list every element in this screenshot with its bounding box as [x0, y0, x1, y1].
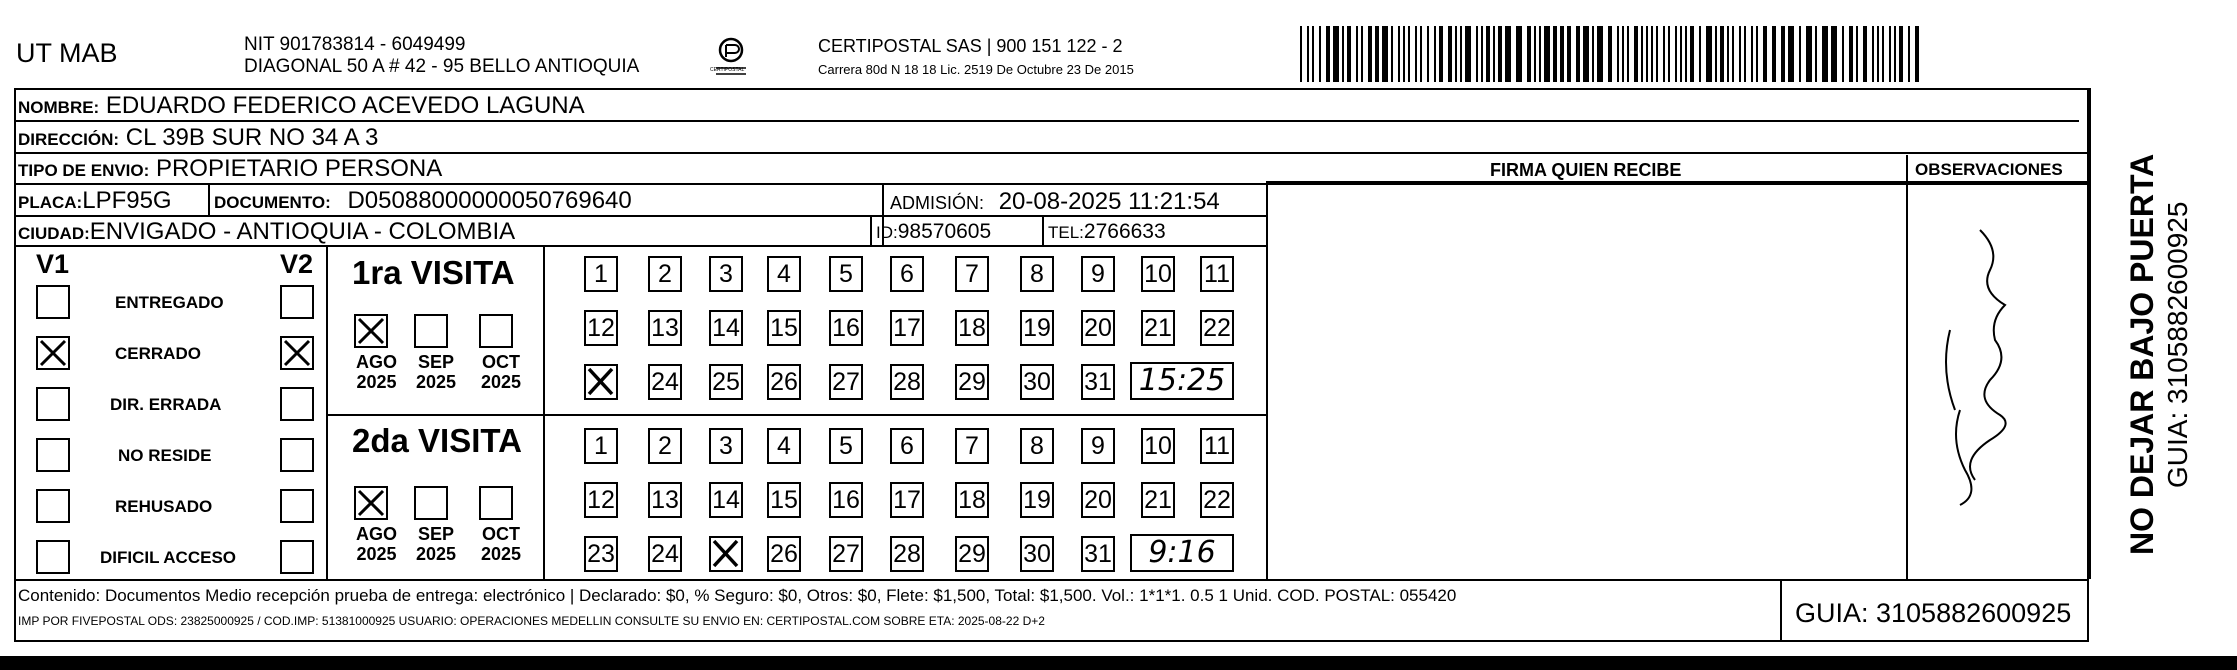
tel-cell	[1048, 220, 1166, 244]
day-box[interactable]: 15	[767, 482, 801, 518]
status-v1-checkbox[interactable]	[36, 540, 70, 574]
side-guide: GUIA: 3105882600925	[2162, 201, 2193, 488]
admission-cell	[890, 188, 1220, 216]
day-box[interactable]: 30	[1020, 364, 1054, 400]
visit2-title: 2da VISITA	[352, 422, 522, 459]
day-box[interactable]: 13	[648, 310, 682, 346]
status-label: DIFICIL ACCESO	[100, 548, 237, 567]
document-label: DOCUMENTO:	[214, 193, 331, 212]
recipient-signature	[1920, 210, 2050, 510]
month-checkbox[interactable]	[414, 314, 448, 348]
month-year: 2025	[481, 372, 522, 392]
footer-guide: GUIA: 3105882600925	[1795, 598, 2072, 628]
day-box[interactable]: 14	[709, 482, 743, 518]
id-label: ID:	[876, 223, 898, 242]
day-box[interactable]: 12	[584, 310, 618, 346]
day-box[interactable]: 25	[709, 364, 743, 400]
month-checkbox[interactable]	[354, 486, 388, 520]
day-box[interactable]: 9	[1081, 256, 1115, 292]
name-row	[18, 92, 585, 120]
month-year: 2025	[356, 372, 397, 392]
day-box[interactable]: 29	[955, 536, 989, 572]
status-v2-checkbox[interactable]	[280, 285, 314, 319]
day-box[interactable]: 4	[767, 256, 801, 292]
day-box[interactable]: 1	[584, 428, 618, 464]
status-label: ENTREGADO	[115, 293, 224, 312]
recipient-name: EDUARDO FEDERICO ACEVEDO LAGUNA	[105, 92, 585, 119]
status-v2-checkbox[interactable]	[280, 387, 314, 421]
day-box[interactable]: 19	[1020, 482, 1054, 518]
month-label	[416, 352, 456, 392]
month-label	[481, 524, 521, 564]
address-row	[18, 124, 378, 152]
status-label: REHUSADO	[115, 497, 213, 516]
day-box[interactable]: 10	[1141, 256, 1175, 292]
day-box[interactable]: 13	[648, 482, 682, 518]
status-v2-checkbox[interactable]	[280, 336, 314, 370]
v1-label: V1	[36, 249, 70, 279]
company-nit: NIT 901783814 - 6049499	[244, 34, 466, 55]
courier-license: Carrera 80d N 18 18 Lic. 2519 De Octubre 23 De 2015	[818, 62, 1134, 77]
day-box[interactable]: 3	[709, 256, 743, 292]
day-box[interactable]: 22	[1200, 482, 1234, 518]
document-number: D05088000000050769640	[347, 187, 632, 214]
footer-print-info: IMP POR FIVEPOSTAL ODS: 23825000925 / COD.IMP: 51381000925 USUARIO: OPERACIONES MEDELLIN CONSULTE SU ENVIO EN: CERTIPOSTAL.COM SOBRE ETA: 2025-08-22 D+2	[18, 614, 1045, 628]
day-box[interactable]: 2	[648, 256, 682, 292]
month-name: OCT	[482, 352, 521, 372]
day-box[interactable]: 6	[890, 256, 924, 292]
month-name: SEP	[418, 524, 455, 544]
day-box[interactable]: 7	[955, 428, 989, 464]
month-label	[356, 352, 397, 392]
month-label	[481, 352, 521, 392]
certipostal-logo	[710, 36, 752, 82]
day-box[interactable]: 6	[890, 428, 924, 464]
day-box[interactable]: 11	[1200, 428, 1234, 464]
day-box[interactable]: 9	[1081, 428, 1115, 464]
day-box[interactable]: 12	[584, 482, 618, 518]
day-box[interactable]: 7	[955, 256, 989, 292]
day-box[interactable]: 5	[829, 428, 863, 464]
month-year: 2025	[416, 372, 457, 392]
day-box[interactable]: 14	[709, 310, 743, 346]
day-box[interactable]: 19	[1020, 310, 1054, 346]
month-checkbox[interactable]	[479, 486, 513, 520]
month-name: SEP	[418, 352, 455, 372]
plate: LPF95G	[82, 187, 172, 214]
day-box[interactable]: 29	[955, 364, 989, 400]
day-box[interactable]: 28	[890, 536, 924, 572]
recipient-address: CL 39B SUR NO 34 A 3	[125, 124, 379, 151]
status-v2-checkbox[interactable]	[280, 438, 314, 472]
day-box[interactable]: 31	[1081, 536, 1115, 572]
month-checkbox[interactable]	[414, 486, 448, 520]
address-label: DIRECCIÓN:	[18, 130, 120, 149]
company-address: DIAGONAL 50 A # 42 - 95 BELLO ANTIOQUIA	[244, 56, 640, 77]
status-v1-checkbox[interactable]	[36, 489, 70, 523]
day-box[interactable]: 23	[584, 536, 618, 572]
bottom-band	[0, 656, 2237, 670]
day-box[interactable]: 24	[648, 536, 682, 572]
admission-label: ADMISIÓN:	[890, 193, 985, 213]
status-v1-checkbox[interactable]	[36, 387, 70, 421]
name-label: NOMBRE:	[18, 98, 100, 117]
day-box[interactable]: 27	[829, 364, 863, 400]
day-box[interactable]: 4	[767, 428, 801, 464]
day-box[interactable]: 16	[829, 482, 863, 518]
id-cell	[876, 220, 991, 244]
day-box[interactable]: 26	[767, 536, 801, 572]
month-name: AGO	[356, 352, 398, 372]
tel-number: 2766633	[1083, 220, 1166, 243]
month-label	[416, 524, 456, 564]
day-box[interactable]: 10	[1141, 428, 1175, 464]
barcode	[1300, 26, 1934, 82]
id-number: 98570605	[897, 220, 992, 243]
observations-header: OBSERVACIONES	[1915, 160, 2063, 179]
city-cell	[18, 218, 515, 246]
month-checkbox[interactable]	[479, 314, 513, 348]
day-box[interactable]: 1	[584, 256, 618, 292]
month-year: 2025	[481, 544, 522, 564]
status-v1-checkbox[interactable]	[36, 336, 70, 370]
status-label: CERRADO	[115, 344, 201, 363]
status-v2-checkbox[interactable]	[280, 489, 314, 523]
day-box[interactable]	[709, 536, 743, 572]
day-box[interactable]: 20	[1081, 482, 1115, 518]
city-label: CIUDAD:	[18, 224, 90, 243]
day-box[interactable]: 17	[890, 482, 924, 518]
month-label	[356, 524, 397, 564]
day-box[interactable]: 30	[1020, 536, 1054, 572]
status-v2-checkbox[interactable]	[280, 540, 314, 574]
day-box[interactable]: 3	[709, 428, 743, 464]
day-box[interactable]: 18	[955, 310, 989, 346]
day-box[interactable]: 27	[829, 536, 863, 572]
send-type-row	[18, 155, 442, 183]
day-box[interactable]: 31	[1081, 364, 1115, 400]
day-box[interactable]: 22	[1200, 310, 1234, 346]
plate-label: PLACA:	[18, 193, 83, 212]
company-name: UT MAB	[16, 38, 118, 68]
day-box[interactable]: 16	[829, 310, 863, 346]
admission-date: 20-08-2025 11:21:54	[998, 188, 1220, 215]
day-box[interactable]: 15	[767, 310, 801, 346]
status-label: NO RESIDE	[118, 446, 212, 465]
send-type: PROPIETARIO PERSONA	[155, 155, 443, 182]
day-box[interactable]: 8	[1020, 428, 1054, 464]
day-box[interactable]: 17	[890, 310, 924, 346]
day-box[interactable]: 26	[767, 364, 801, 400]
day-box[interactable]: 21	[1141, 310, 1175, 346]
day-box[interactable]: 21	[1141, 482, 1175, 518]
visit1-title: 1ra VISITA	[352, 254, 515, 291]
day-box[interactable]: 8	[1020, 256, 1054, 292]
city: ENVIGADO - ANTIOQUIA - COLOMBIA	[89, 218, 516, 245]
side-notice: NO DEJAR BAJO PUERTA	[2124, 153, 2160, 555]
visit-time[interactable]: 15:25	[1130, 362, 1234, 400]
day-box[interactable]: 24	[648, 364, 682, 400]
tel-label: TEL:	[1048, 223, 1084, 242]
day-box[interactable]: 20	[1081, 310, 1115, 346]
plate-cell	[18, 187, 172, 215]
day-box[interactable]: 18	[955, 482, 989, 518]
day-box[interactable]: 28	[890, 364, 924, 400]
month-year: 2025	[356, 544, 397, 564]
month-name: AGO	[356, 524, 398, 544]
status-v1-checkbox[interactable]	[36, 285, 70, 319]
month-checkbox[interactable]	[354, 314, 388, 348]
footer-contents: Contenido: Documentos Medio recepción prueba de entrega: electrónico | Declarado: $0, % Seguro: $0, Otros: $0, Flete: $1,500, Total: $1,500. Vol.: 1*1*1. 0.5 1 Unid. COD. POSTAL: 055420	[18, 586, 1457, 605]
month-year: 2025	[416, 544, 457, 564]
status-label: DIR. ERRADA	[110, 395, 222, 414]
v2-label: V2	[280, 249, 314, 279]
day-box[interactable]: 11	[1200, 256, 1234, 292]
document-cell	[214, 187, 632, 215]
month-name: OCT	[482, 524, 521, 544]
day-box[interactable]: 2	[648, 428, 682, 464]
courier-name: CERTIPOSTAL SAS | 900 151 122 - 2	[818, 36, 1123, 56]
logo-text: CERTIPOSTAL	[710, 67, 745, 73]
send-type-label: TIPO DE ENVIO:	[18, 161, 150, 180]
signature-header: FIRMA QUIEN RECIBE	[1490, 160, 1682, 180]
day-box[interactable]: 5	[829, 256, 863, 292]
status-v1-checkbox[interactable]	[36, 438, 70, 472]
visit-time[interactable]: 9:16	[1130, 534, 1234, 572]
day-box[interactable]	[584, 364, 618, 400]
